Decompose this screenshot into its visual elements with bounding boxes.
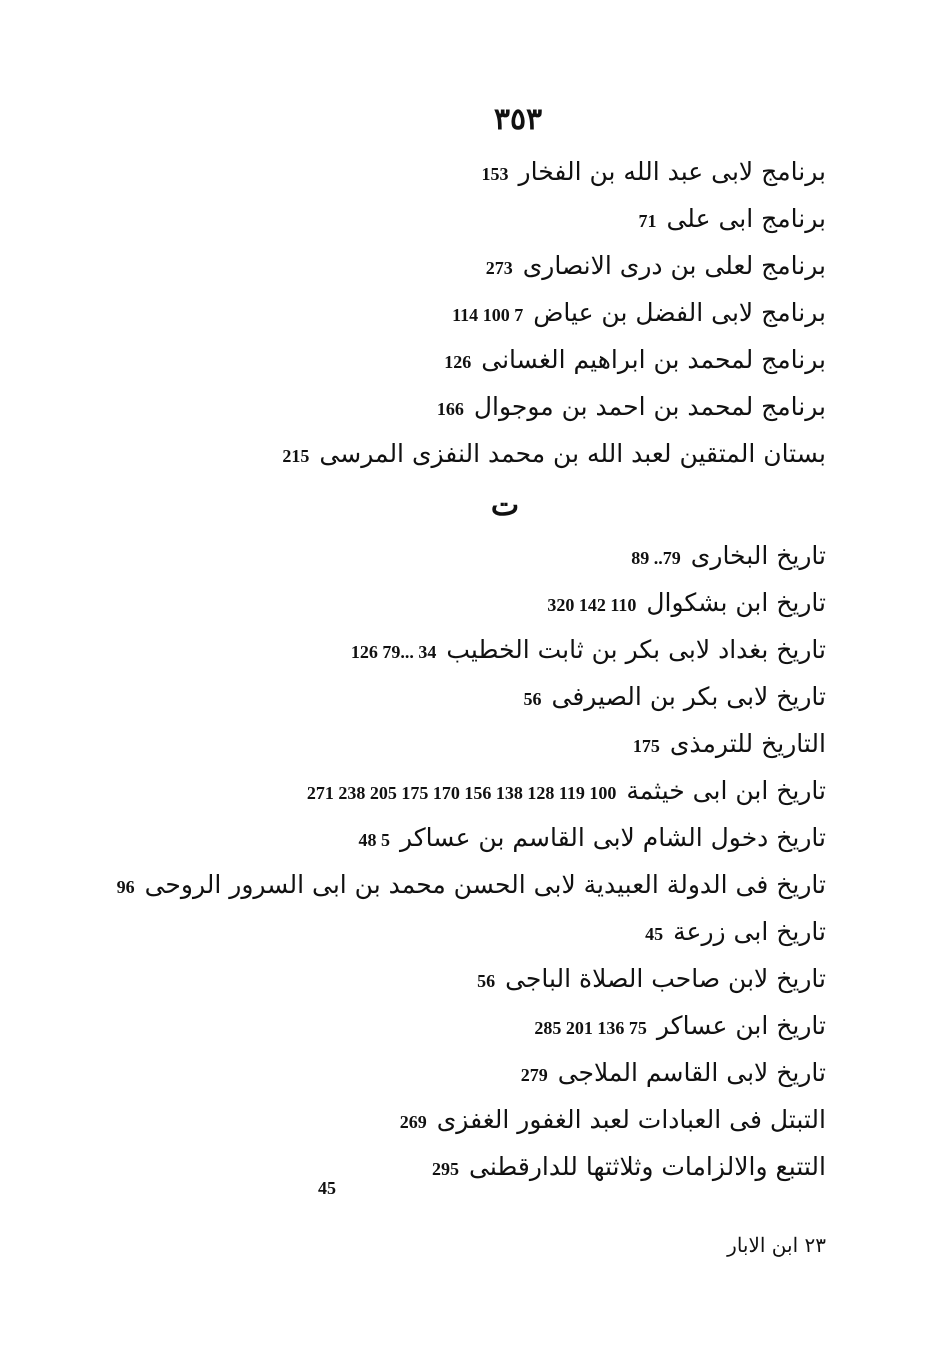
entry-pages: 45 (645, 924, 664, 944)
entry-pages: 96 (116, 877, 135, 897)
entry-title: برنامج لابى عبد الله بن الفخار (518, 157, 826, 186)
index-section-t (117, 532, 826, 1190)
entry-title: تاريخ دخول الشام لابى القاسم بن عساكر (399, 823, 826, 852)
signature-number: 45 (318, 1178, 336, 1198)
entry-title: التبتل فى العبادات لعبد الغفور الغفزى (436, 1105, 826, 1134)
entry-pages: 215 (282, 446, 310, 466)
entry-pages: 279 (520, 1065, 548, 1085)
index-entry (117, 1002, 826, 1049)
entry-title: تاريخ فى الدولة العبيدية لابى الحسن محمد بن ابى السرور الروحى (144, 870, 826, 899)
index-entry (117, 1049, 826, 1096)
entry-pages: 75 136 201 285 (534, 1018, 647, 1038)
entry-pages: 56 (523, 689, 542, 709)
entry-title: برنامج ابى على (666, 204, 826, 233)
index-entry (282, 336, 826, 383)
index-entry (117, 814, 826, 861)
entry-pages: 273 (485, 258, 513, 278)
index-entry (282, 430, 826, 477)
entry-pages: 126 (444, 352, 472, 372)
entry-title: برنامج لعلى بن درى الانصارى (522, 251, 826, 280)
footer-author-line: ٢٣ ابن الابار (727, 1233, 826, 1257)
entry-pages: 5 48 (358, 830, 390, 850)
entry-pages: 175 (632, 736, 660, 756)
entry-pages: 153 (481, 164, 509, 184)
entry-pages: 79.. 89 (631, 548, 681, 568)
entry-pages: 7 100 114 (452, 305, 524, 325)
index-entry (117, 532, 826, 579)
index-entry (117, 861, 826, 908)
entry-title: برنامج لمحمد بن ابراهيم الغسانى (481, 345, 826, 374)
entry-title: برنامج لابى الفضل بن عياض (533, 298, 826, 327)
entry-pages: 56 (477, 971, 496, 991)
entry-pages: 166 (436, 399, 464, 419)
entry-title: تاريخ لابى بكر بن الصيرفى (551, 682, 826, 711)
entry-title: التاريخ للترمذى (669, 729, 826, 758)
entry-title: تاريخ لابن صاحب الصلاة الباجى (505, 964, 826, 993)
entry-pages: 110 142 320 (547, 595, 637, 615)
entry-title: برنامج لمحمد بن احمد بن موجوال (473, 392, 826, 421)
page-number: ٣٥٣ (493, 102, 543, 137)
entry-pages: 71 (638, 211, 657, 231)
index-entry (117, 720, 826, 767)
entry-title: تاريخ البخارى (690, 541, 826, 570)
index-entry (117, 955, 826, 1002)
index-entry (117, 579, 826, 626)
entry-title: تاريخ بغداد لابى بكر بن ثابت الخطيب (446, 635, 826, 664)
index-entry (117, 908, 826, 955)
index-entry (117, 1143, 826, 1190)
index-entry (282, 289, 826, 336)
index-entry (117, 767, 826, 814)
entry-pages: 295 (432, 1159, 460, 1179)
index-entry (282, 195, 826, 242)
entry-title: تاريخ ابن ابى خيثمة (626, 776, 826, 805)
entry-title: التتبع والالزامات وثلاثتها للدارقطنى (469, 1152, 826, 1181)
entry-title: تاريخ ابن عساكر (656, 1011, 826, 1040)
index-entry (117, 1096, 826, 1143)
entry-pages: 34 ...79 126 (350, 642, 437, 662)
index-entry (117, 673, 826, 720)
entry-pages: 269 (399, 1112, 427, 1132)
index-entry (282, 383, 826, 430)
index-entry (282, 242, 826, 289)
index-entry (282, 148, 826, 195)
index-section-b (282, 148, 826, 477)
section-letter-heading: ت (490, 488, 520, 523)
entry-title: تاريخ ابى زرعة (673, 917, 826, 946)
entry-pages: 100 119 128 138 156 170 175 205 238 271 (306, 783, 617, 803)
entry-title: بستان المتقين لعبد الله بن محمد النفزى المرسى (319, 439, 826, 468)
entry-title: تاريخ ابن بشكوال (646, 588, 826, 617)
entry-title: تاريخ لابى القاسم الملاجى (557, 1058, 826, 1087)
index-entry (117, 626, 826, 673)
